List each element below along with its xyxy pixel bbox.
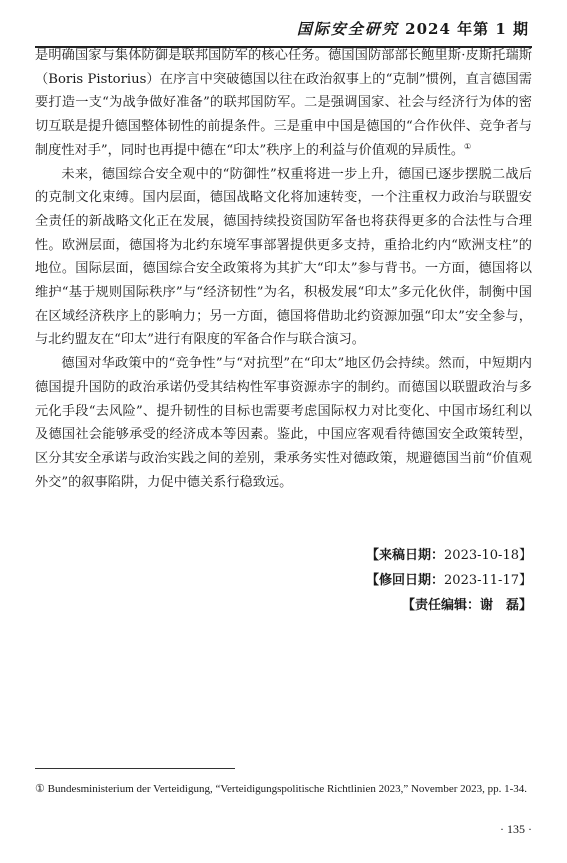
editor-value: 谢 磊】 — [479, 598, 532, 613]
article-meta — [366, 543, 532, 618]
issue-label: 2024 年第 1 期 — [405, 20, 529, 38]
editor-label: 【责任编辑： — [401, 598, 480, 613]
paragraph-1-text: 是明确国家与集体防御是联邦国防军的核心任务。德国国防部部长鲍里斯·皮斯托瑞斯（Boris Pistorius）在序言中突破德国以往在政治叙事上的“克制”惯例，直言德国需要打造一支“为战争做好准备”的联邦国防军。二是强调国家、社会与经济行为体的密切互联是提升德国整体韧性的前提条件。三是重申中国是德国的“合作伙伴、竞争者与制度性对手”，同时也再提中德在“印太”秩序上的利益与价值观的异质性。 — [35, 48, 532, 158]
header-text — [297, 18, 529, 39]
received-value: 2023-10-18】 — [444, 548, 532, 563]
revised-value: 2023-11-17】 — [444, 573, 532, 588]
paragraph-3: 德国对华政策中的“竞争性”与“对抗型”在“印太”地区仍会持续。然而，中短期内德国提升国防的政治承诺仍受其结构性军事资源赤字的制约。而德国以联盟政治与多元化手段“去风险”、提升韧性的目标也需要考虑国际权力对比变化、中国市场红利以及德国社会能够承受的经济成本等因素。鉴此，中国应客观看待德国安全政策转型，区分其安全承诺与政治实践之间的差别，秉承务实性对德政策，规避德国当前“价值观外交”的叙事陷阱，力促中德关系行稳致远。 — [35, 356, 532, 490]
footnote-marker[interactable]: ① — [464, 141, 472, 151]
revised-date — [366, 568, 532, 593]
responsible-editor — [366, 593, 532, 618]
journal-title: 国际安全研究 — [296, 20, 399, 38]
article-body — [35, 44, 532, 494]
page-number: · 135 · — [500, 822, 532, 836]
received-label: 【来稿日期： — [366, 548, 445, 563]
footnote: ① Bundesministerium der Verteidigung, “Verteidigungspolitische Richtlinien 2023,” November 2023, pp. 1-34. — [35, 783, 528, 795]
received-date — [366, 543, 532, 568]
running-header — [0, 12, 567, 48]
revised-label: 【修回日期： — [366, 573, 445, 588]
paragraph-1 — [35, 44, 532, 163]
paragraph-2: 未来，德国综合安全观中的“防御性”权重将进一步上升，德国已逐步摆脱二战后的克制文化束缚。国内层面，德国战略文化将加速转变，一个注重权力政治与联盟安全责任的新战略文化正在发展，德国持续投资国防军备也将获得更多的合法性与合理性。欧洲层面，德国将为北约东境军事部署提供更多支持，重拾北约内“欧洲支柱”的地位。国际层面，德国综合安全政策将为其扩大“印太”参与背书。一方面，德国将以维护“基于规则国际秩序”与“经济韧性”为名，积极发展“印太”多元化伙伴，制衡中国在区域经济秩序上的影响力；另一方面，德国将借助北约资源加强“印太”安全参与，与北约盟友在“印太”进行有限度的军备合作与联合演习。 — [35, 166, 532, 348]
footnote-divider — [35, 768, 235, 769]
